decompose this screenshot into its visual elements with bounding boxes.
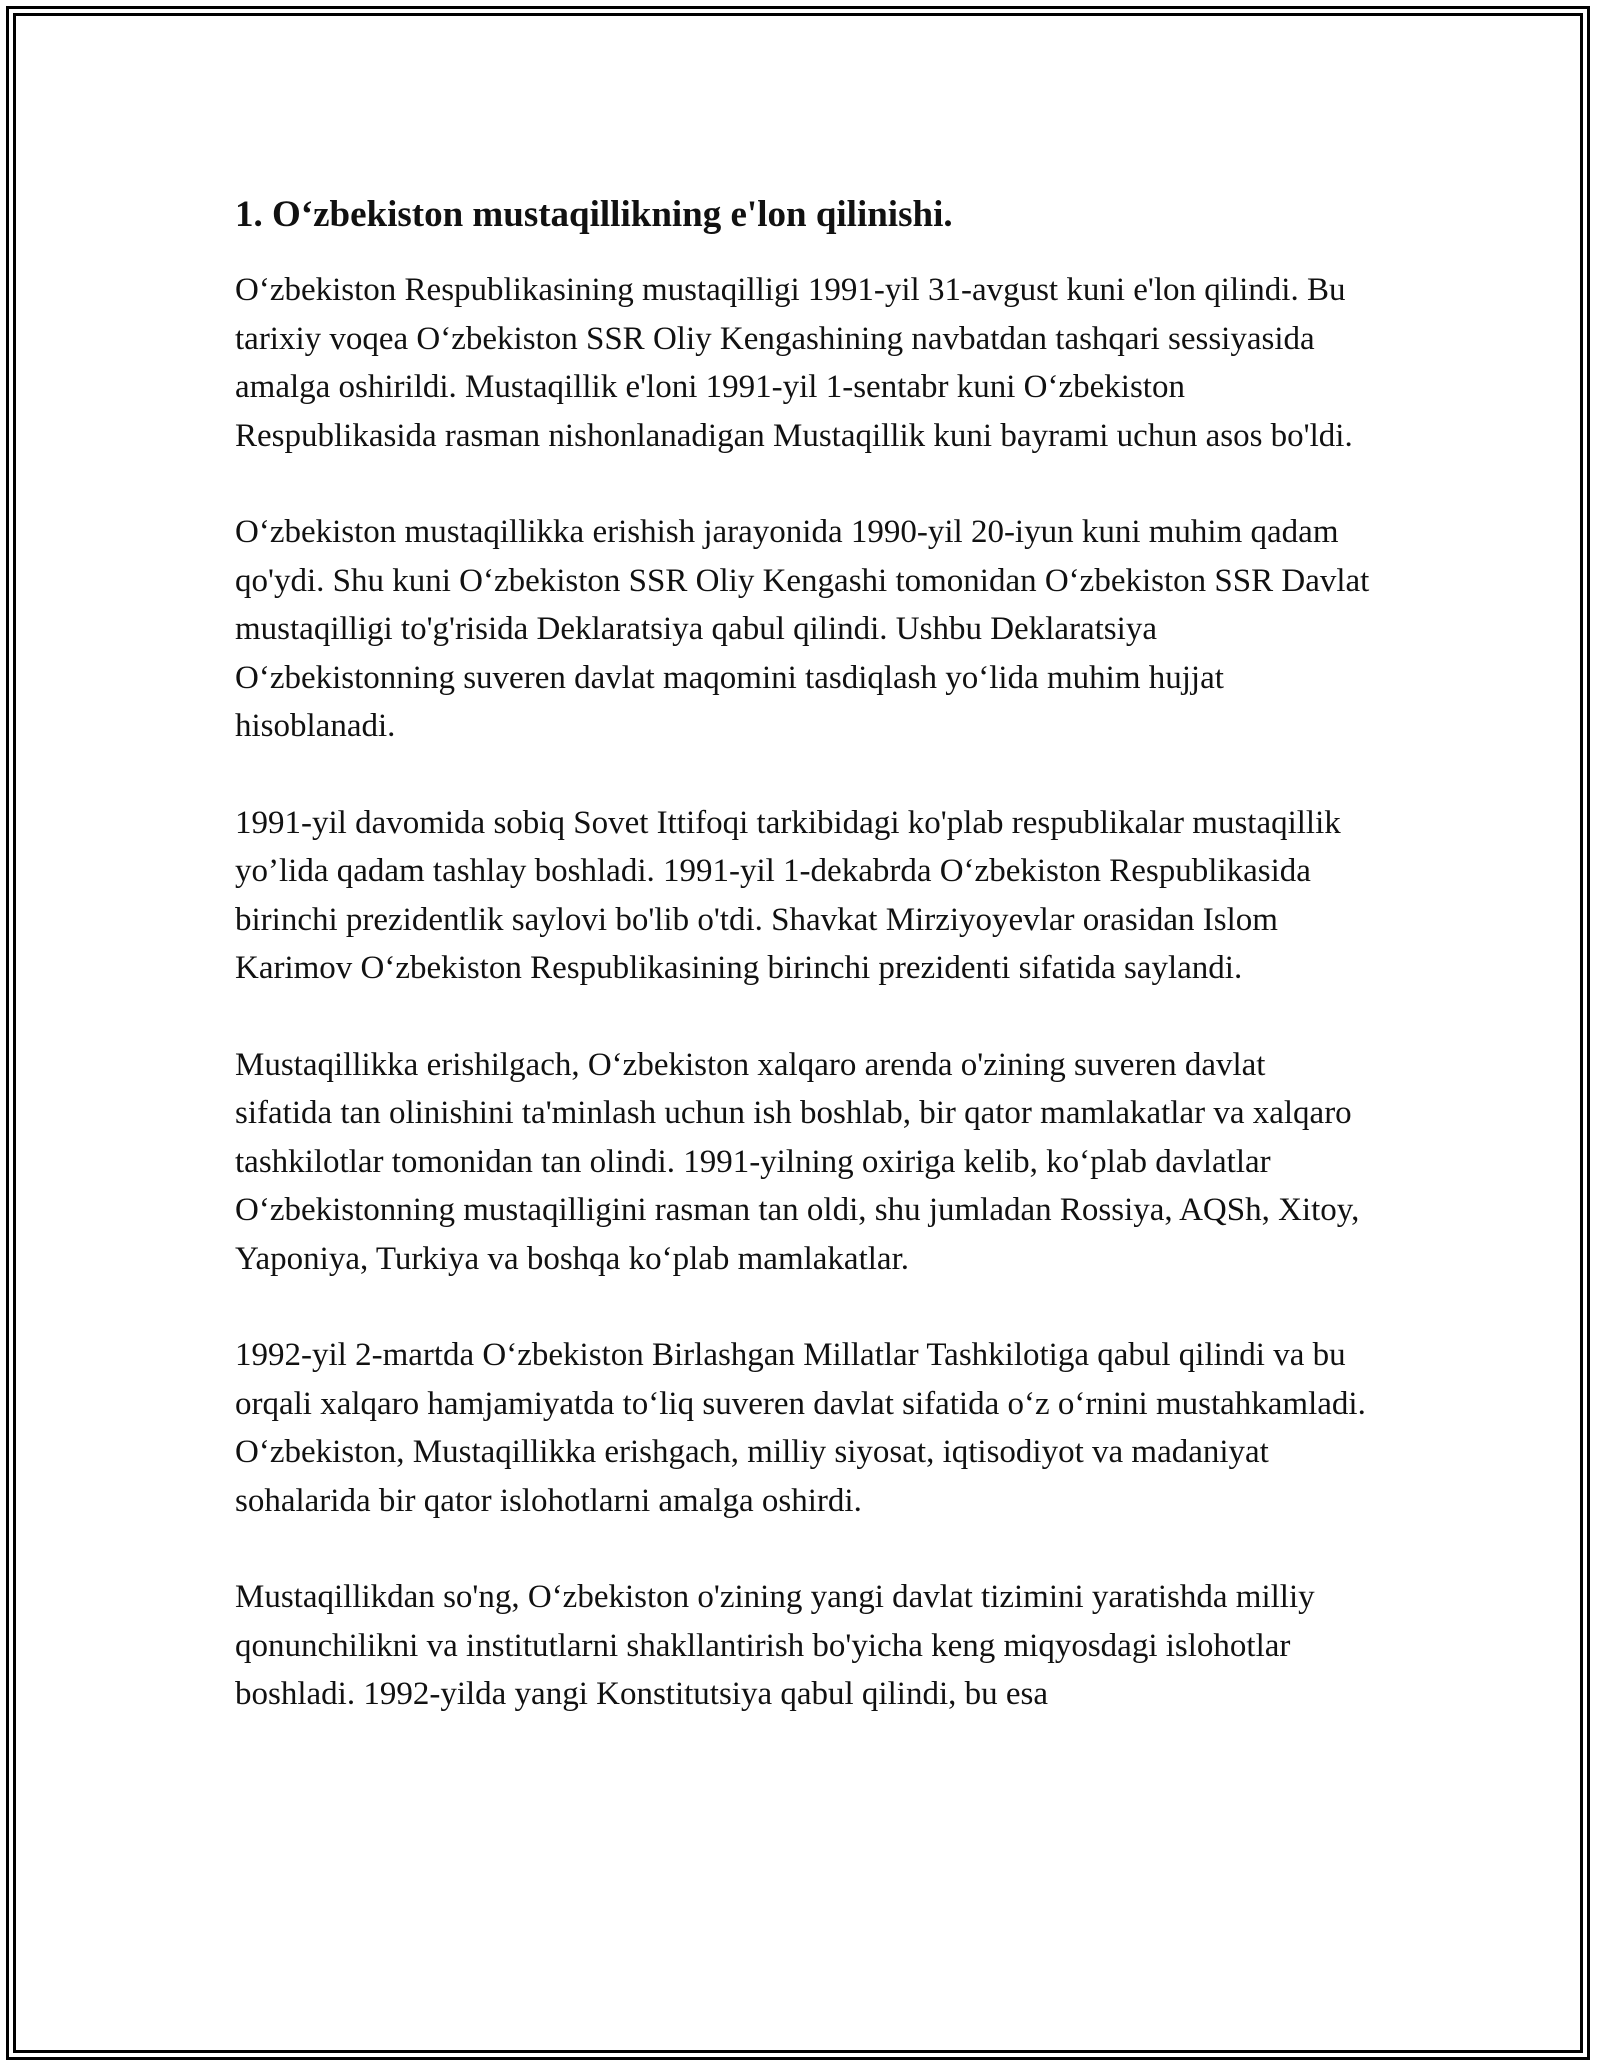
paragraph-sovereignty-declaration: O‘zbekiston mustaqillikka erishish jarayonida 1990-yil 20-iyun kuni muhim qadam qo'ydi. Shu kuni O‘zbekiston SSR Oliy Kengashi tomonidan O‘zbekiston SSR Davlat mustaqilligi to'g'risida Deklaratsiya qabul qilindi. Ushbu Deklaratsiya O‘zbekistonning suveren davlat maqomini tasdiqlash yo‘lida muhim hujjat hisoblanadi. (235, 514, 1370, 744)
document-body (235, 186, 1370, 1719)
paragraph-post-independence-reforms: Mustaqillikdan so'ng, O‘zbekiston o'zining yangi davlat tizimini yaratishda milliy qonunchilikni va institutlarni shakllantirish bo'yicha keng miqyosdagi islohotlar boshladi. 1992-yilda yangi Konstitutsiya qabul qilindi, bu esa (235, 1579, 1315, 1712)
paragraph-first-presidential-election: 1991-yil davomida sobiq Sovet Ittifoqi tarkibidagi ko'plab respublikalar mustaqillik yo’lida qadam tashlay boshladi. 1991-yil 1-dekabrda O‘zbekiston Respublikasida birinchi prezidentlik saylovi bo'lib o'tdi. Shavkat Mirziyoyevlar orasidan Islom Karimov O‘zbekiston Respublikasining birinchi prezidenti sifatida saylandi. (235, 804, 1341, 986)
paragraph-un-membership: 1992-yil 2-martda O‘zbekiston Birlashgan Millatlar Tashkilotiga qabul qilindi va bu orqali xalqaro hamjamiyatda to‘liq suveren davlat sifatida o‘z o‘rnini mustahkamladi. O‘zbekiston, Mustaqillikka erishgach, milliy siyosat, iqtisodiyot va madaniyat sohalarida bir qator islohotlarni amalga oshirdi. (235, 1337, 1366, 1519)
paragraph-independence-declared: O‘zbekiston Respublikasining mustaqilligi 1991-yil 31-avgust kuni e'lon qilindi. Bu tarixiy voqea O‘zbekiston SSR Oliy Kengashining navbatdan tashqari sessiyasida amalga oshirildi. Mustaqillik e'loni 1991-yil 1-sentabr kuni O‘zbekiston Respublikasida rasman nishonlanadigan Mustaqillik kuni bayrami uchun asos bo'ldi. (235, 272, 1353, 454)
document-title: 1. O‘zbekiston mustaqillikning e'lon qilinishi. (235, 194, 953, 235)
paragraph-international-recognition: Mustaqillikka erishilgach, O‘zbekiston xalqaro arenda o'zining suveren davlat sifatida tan olinishini ta'minlash uchun ish boshlab, bir qator mamlakatlar va xalqaro tashkilotlar tomonidan tan olindi. 1991-yilning oxiriga kelib, ko‘plab davlatlar O‘zbekistonning mustaqilligini rasman tan oldi, shu jumladan Rossiya, AQSh, Xitoy, Yaponiya, Turkiya va boshqa ko‘plab mamlakatlar. (235, 1046, 1360, 1277)
